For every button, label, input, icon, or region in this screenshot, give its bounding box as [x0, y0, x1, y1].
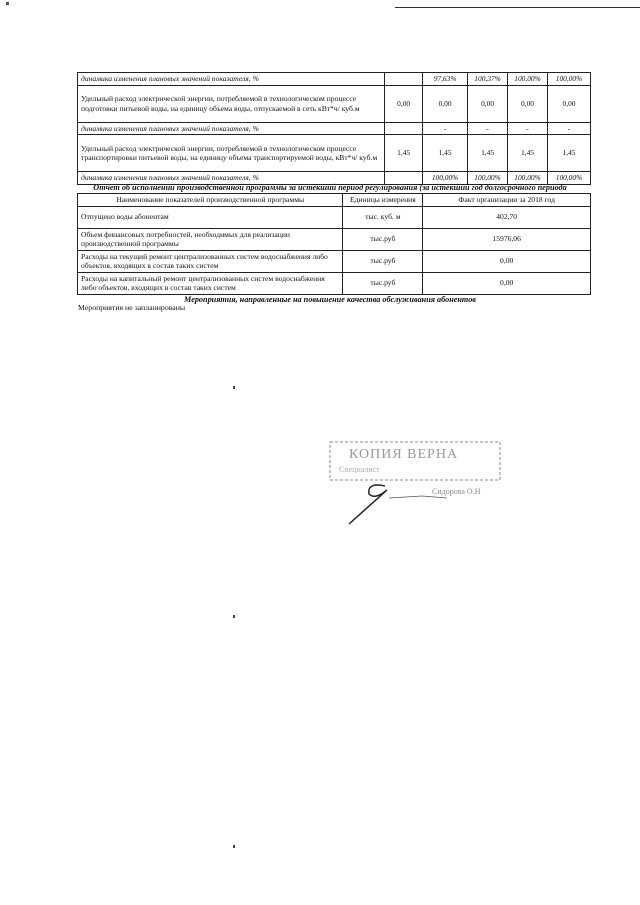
value-cell: 1,45 [508, 135, 548, 172]
production-program-report-table [77, 193, 591, 295]
dynamics-label: динамика изменения плановых значений показателя, % [78, 172, 385, 185]
measures-heading: Мероприятия, направленные на повышение качества обслуживания абонентов [184, 295, 476, 304]
table-header-row [78, 194, 591, 207]
value-cell: 100,00% [508, 73, 548, 86]
value-cell: 0,00 [468, 85, 508, 122]
value-cell: 100,00% [423, 172, 468, 185]
header-unit: Единицы измерения [343, 194, 423, 207]
value-cell: - [508, 122, 548, 135]
unit-cell: тыс.руб [343, 228, 423, 250]
scan-mark [6, 2, 9, 5]
fact-value: 0,00 [423, 272, 591, 294]
top-rule [395, 7, 640, 8]
indicator-name: Удельный расход электрической энергии, потребляемой в технологическом процессе подготовки питьевой воды, на единицу объема воды, отпускаемой в сеть кВт*ч/ куб.м [78, 85, 385, 122]
stamp-name: Сидорова О.Н [432, 487, 481, 496]
indicator-name: Расходы на текущий ремонт централизованных систем водоснабжения либо объектов, входящих в состав таких систем [78, 250, 343, 272]
value-cell: 0,00 [548, 85, 591, 122]
unit-cell: тыс. куб. м [343, 206, 423, 228]
table-row [78, 250, 591, 272]
value-cell: 100,00% [508, 172, 548, 185]
indicator-name: Расходы на капитальный ремонт централизованных систем водоснабжения либо объектов, входящих в состав таких систем [78, 272, 343, 294]
value-cell: - [548, 122, 591, 135]
fact-value: 0,00 [423, 250, 591, 272]
dynamics-label: динамика изменения плановых значений показателя, % [78, 122, 385, 135]
scan-dot [233, 615, 235, 618]
stamp-title: КОПИЯ ВЕРНА [349, 447, 459, 462]
stamp-position: Специалист [339, 465, 380, 474]
indicator-row [78, 135, 591, 172]
scan-dot [233, 386, 235, 389]
dynamics-row [78, 122, 591, 135]
certified-copy-stamp [327, 438, 527, 528]
indicator-name: Объем финансовых потребностей, необходимых для реализации производственной программы [78, 228, 343, 250]
table-row [78, 228, 591, 250]
value-cell [385, 122, 423, 135]
value-cell: - [468, 122, 508, 135]
dynamics-label: динамика изменения плановых значений показателя, % [78, 73, 385, 86]
value-cell: 0,00 [385, 85, 423, 122]
dynamics-row [78, 73, 591, 86]
value-cell: 0,00 [508, 85, 548, 122]
indicator-name: Отпущено воды абонентам [78, 206, 343, 228]
indicators-table [77, 72, 591, 185]
header-name: Наименование показателей производственной программы [78, 194, 343, 207]
table-row [78, 272, 591, 294]
value-cell: 1,45 [423, 135, 468, 172]
value-cell: 1,45 [548, 135, 591, 172]
unit-cell: тыс.руб [343, 272, 423, 294]
value-cell: 100,37% [468, 73, 508, 86]
indicator-name: Удельный расход электрической энергии, потребляемой в технологическом процессе транспортировки питьевой воды, на единицу объема транспортируемой воды, кВт*ч/ куб.м [78, 135, 385, 172]
value-cell: 0,00 [423, 85, 468, 122]
value-cell: 1,45 [385, 135, 423, 172]
value-cell: - [423, 122, 468, 135]
header-fact: Факт организации за 2018 год [423, 194, 591, 207]
signature-line [389, 496, 447, 498]
value-cell: 100,00% [548, 172, 591, 185]
value-cell: 100,00% [548, 73, 591, 86]
value-cell: 97,63% [423, 73, 468, 86]
handwritten-signature-icon [349, 485, 387, 524]
value-cell [385, 73, 423, 86]
value-cell: 1,45 [468, 135, 508, 172]
scan-dot [233, 845, 235, 848]
fact-value: 402,70 [423, 206, 591, 228]
fact-value: 15976,06 [423, 228, 591, 250]
unit-cell: тыс.руб [343, 250, 423, 272]
indicator-row [78, 85, 591, 122]
table-row [78, 206, 591, 228]
measures-note: Мероприятия не запланированы [78, 303, 186, 312]
report-heading: Отчет об исполнении производственной программы за истекший период регулирования (за истекший год долгосрочного периода [93, 183, 567, 192]
value-cell: 100,00% [468, 172, 508, 185]
